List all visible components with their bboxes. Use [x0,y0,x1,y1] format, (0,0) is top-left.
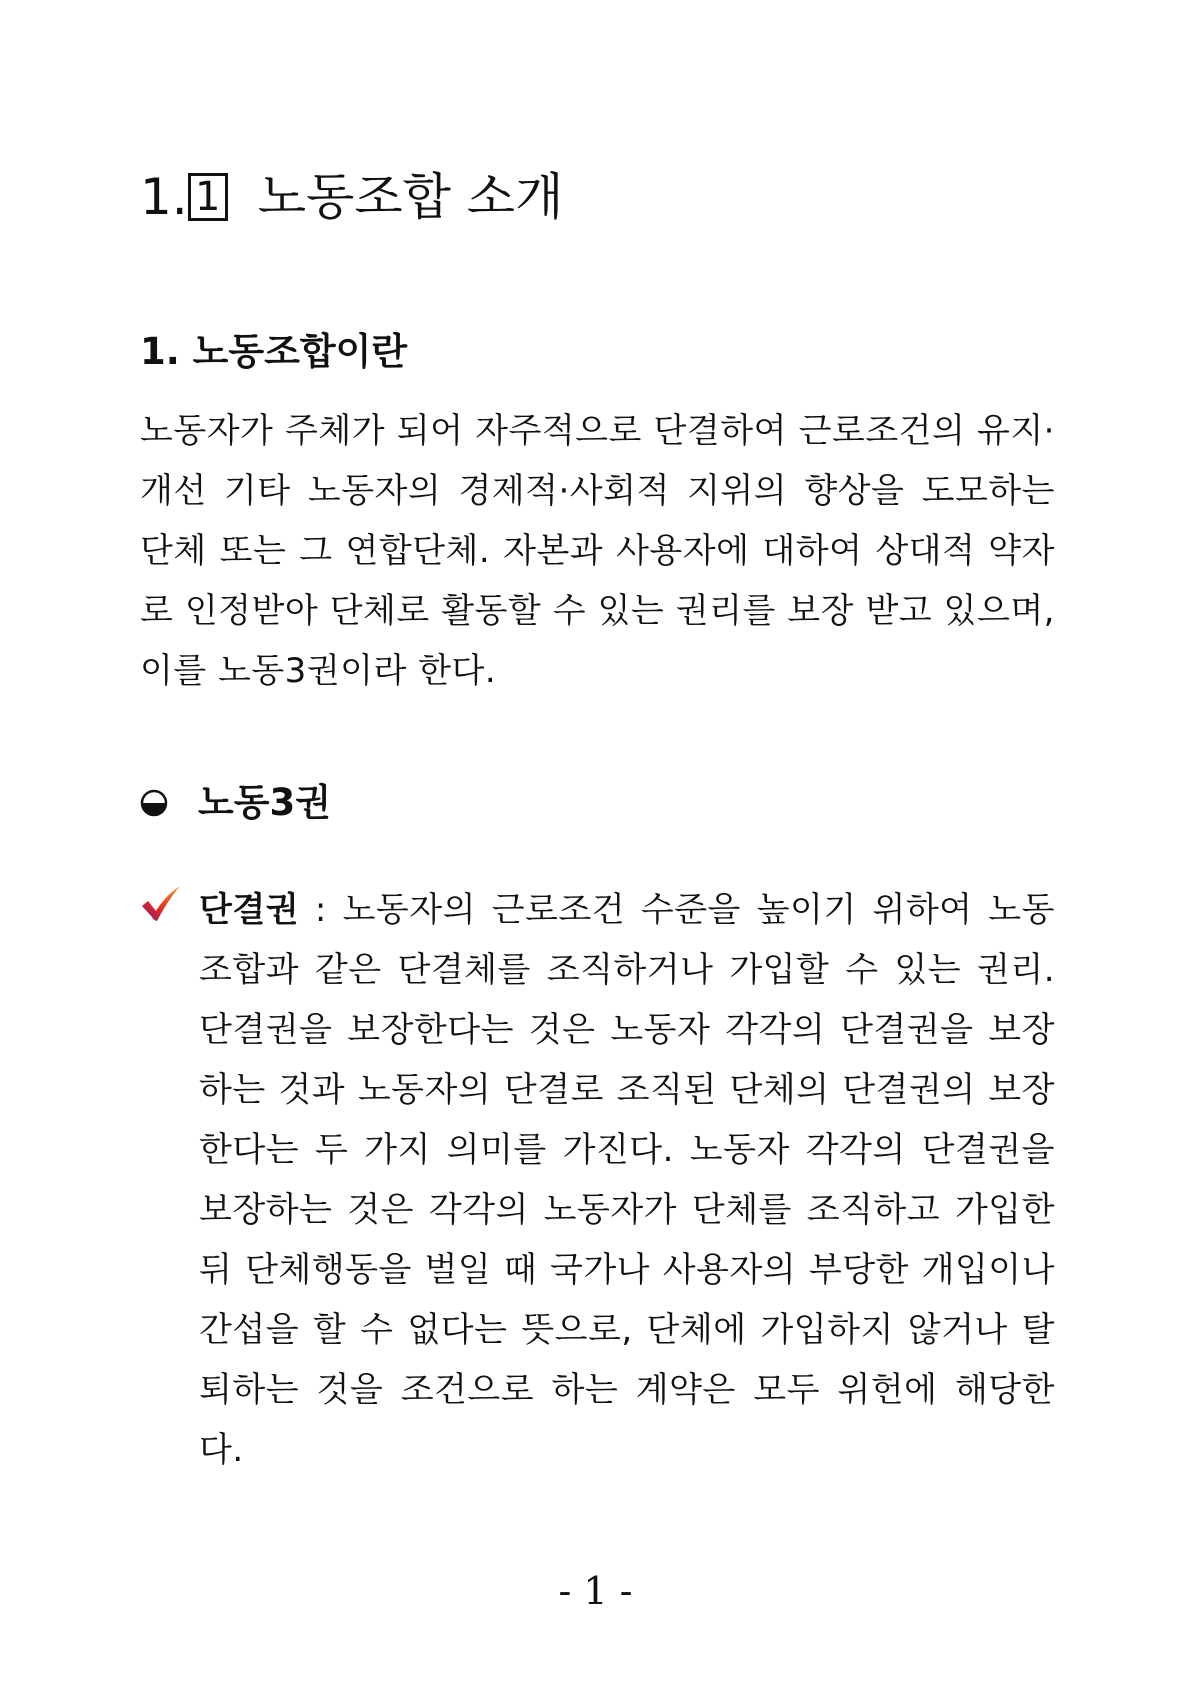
rights-heading-text: 노동3권 [198,781,331,824]
page-number: - 1 - [558,1569,633,1613]
page-title [140,168,564,226]
term-separator: : [299,890,343,930]
title-number: 1. [140,168,188,226]
list-item [140,880,1055,1480]
half-circle-icon [140,789,168,817]
section-paragraph: 노동자가 주체가 되어 자주적으로 단결하여 근로조건의 유지·개선 기타 노동자의 경제적·사회적 지위의 향상을 도모하는 단체 또는 그 연합단체. 자본과 사용자에 대하여 상대적 약자로 인정받아 단체로 활동할 수 있는 권리를 보장 받고 있으며, 이를 노동3권이라 한다. [140,411,1055,691]
title-box-number: 1 [188,173,228,221]
right-description: 노동자의 근로조건 수준을 높이기 위하여 노동조합과 같은 단결체를 조직하거나 가입할 수 있는 권리. 단결권을 보장한다는 것은 노동자 각각의 단결권을 보장하는 것과 노동자의 단결로 조직된 단체의 단결권의 보장한다는 두 가지 의미를 가진다. 노동자 각각의 단결권을 보장하는 것은 각각의 노동자가 단체를 조직하고 가입한 뒤 단체행동을 벌일 때 국가나 사용자의 부당한 개입이나 간섭을 할 수 없다는 뜻으로, 단체에 가입하지 않거나 탈퇴하는 것을 조건으로 하는 계약은 모두 위헌에 해당한다. [199,890,1055,1470]
rights-heading [140,783,331,823]
section-heading: 1. 노동조합이란 [140,330,408,373]
checkmark-icon [140,884,182,924]
title-text: 노동조합 소개 [257,168,564,226]
right-term: 단결권 [199,890,300,930]
